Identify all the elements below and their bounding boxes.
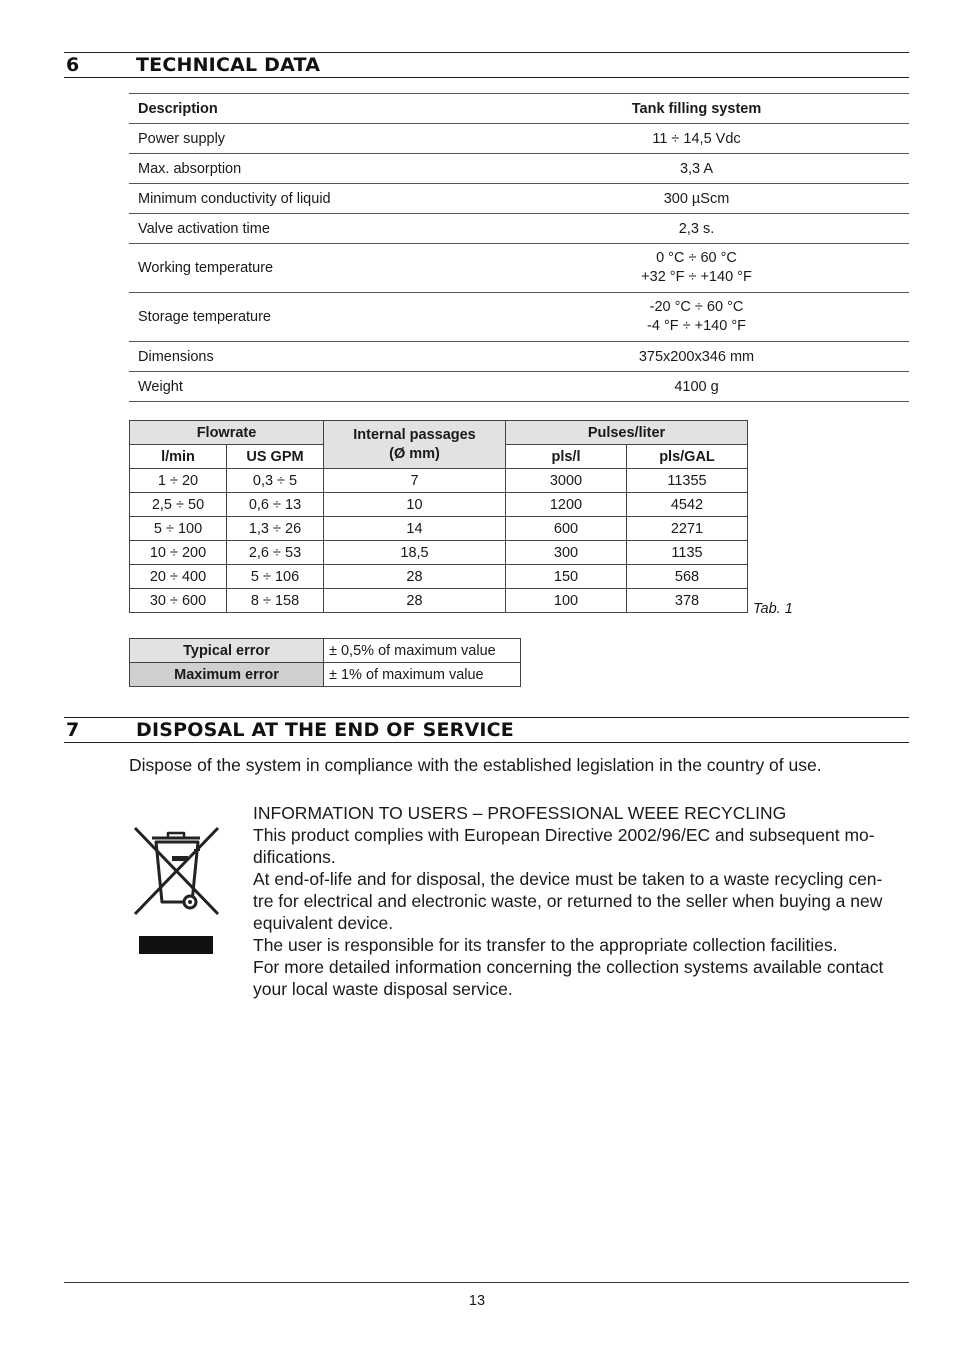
cell-usgpm: 2,6 ÷ 53 [227,541,324,565]
table-row [129,214,909,244]
error-label: Typical error [130,639,324,663]
section-number: 6 [66,54,80,76]
table-row [129,244,909,293]
subheader-plsgal: pls/GAL [627,445,748,469]
cell-passage: 28 [324,589,506,613]
footer-divider [64,1282,909,1283]
cell-plsl: 300 [506,541,627,565]
table-row [130,493,748,517]
error-value: ± 1% of maximum value [324,663,521,687]
technical-data-table [129,93,909,402]
section-6-header [64,52,909,78]
row-value [484,293,909,342]
row-label: Weight [129,372,484,402]
row-value: 4100 g [484,372,909,402]
header-internal-passages-line-1: Internal passages [353,426,476,443]
section-7-header [64,717,909,743]
cell-plsgal: 2271 [627,517,748,541]
row-label: Working temperature [129,244,484,293]
row-value [484,244,909,293]
row-value: 300 µScm [484,184,909,214]
table-row [130,663,521,687]
section-title: DISPOSAL AT THE END OF SERVICE [136,719,514,741]
cell-usgpm: 0,6 ÷ 13 [227,493,324,517]
cell-passage: 28 [324,565,506,589]
cell-lmin: 10 ÷ 200 [130,541,227,565]
flowrate-table [129,420,748,613]
table-row [129,293,909,342]
header-flowrate: Flowrate [130,421,324,445]
cell-usgpm: 8 ÷ 158 [227,589,324,613]
weee-heading: INFORMATION TO USERS – PROFESSIONAL WEEE RECYCLING [253,803,787,823]
cell-lmin: 5 ÷ 100 [130,517,227,541]
row-value-line-2: -4 °F ÷ +140 °F [647,318,746,334]
table-row [129,154,909,184]
table-header-row [130,421,748,445]
subheader-usgpm: US GPM [227,445,324,469]
table-row [130,469,748,493]
header-internal-passages-line-2: (Ø mm) [389,445,440,462]
row-label: Power supply [129,124,484,154]
cell-usgpm: 5 ÷ 106 [227,565,324,589]
cell-passage: 18,5 [324,541,506,565]
cell-plsgal: 11355 [627,469,748,493]
table-row [130,565,748,589]
column-header-value: Tank filling system [484,94,909,124]
subheader-plsl: pls/l [506,445,627,469]
error-value: ± 0,5% of maximum value [324,639,521,663]
cell-plsgal: 378 [627,589,748,613]
row-value: 2,3 s. [484,214,909,244]
table-row [129,342,909,372]
cell-usgpm: 1,3 ÷ 26 [227,517,324,541]
section-number: 7 [66,719,80,741]
error-label: Maximum error [130,663,324,687]
row-label: Dimensions [129,342,484,372]
cell-lmin: 2,5 ÷ 50 [130,493,227,517]
weee-line: your local waste disposal service. [253,979,513,999]
table-row [130,541,748,565]
subheader-lmin: l/min [130,445,227,469]
cell-passage: 14 [324,517,506,541]
row-value-line-1: -20 °C ÷ 60 °C [649,299,744,315]
table-row [129,124,909,154]
row-label: Valve activation time [129,214,484,244]
table-row [130,589,748,613]
row-value: 3,3 A [484,154,909,184]
table-row [129,184,909,214]
table-row [130,517,748,541]
cell-usgpm: 0,3 ÷ 5 [227,469,324,493]
section-title: TECHNICAL DATA [136,54,321,76]
cell-passage: 10 [324,493,506,517]
row-label: Minimum conductivity of liquid [129,184,484,214]
row-value: 375x200x346 mm [484,342,909,372]
cell-plsgal: 4542 [627,493,748,517]
weee-line: equivalent device. [253,913,394,933]
weee-crossed-bin-icon [130,820,222,956]
cell-lmin: 1 ÷ 20 [130,469,227,493]
cell-lmin: 20 ÷ 400 [130,565,227,589]
weee-line: This product complies with European Directive 2002/96/EC and subsequent mo- [253,825,875,845]
table-caption: Tab. 1 [753,601,793,617]
header-internal-passages [324,421,506,469]
cell-plsgal: 1135 [627,541,748,565]
weee-line: The user is responsible for its transfer to the appropriate collection facilities. [253,935,838,955]
column-header-description: Description [129,94,484,124]
weee-line: At end-of-life and for disposal, the device must be taken to a waste recycling cen- [253,869,883,889]
weee-line: difications. [253,847,336,867]
row-value: 11 ÷ 14,5 Vdc [484,124,909,154]
cell-plsgal: 568 [627,565,748,589]
table-row [129,372,909,402]
row-label: Storage temperature [129,293,484,342]
cell-plsl: 600 [506,517,627,541]
row-value-line-2: +32 °F ÷ +140 °F [641,269,752,285]
cell-plsl: 1200 [506,493,627,517]
cell-lmin: 30 ÷ 600 [130,589,227,613]
cell-plsl: 3000 [506,469,627,493]
weee-line: tre for electrical and electronic waste, or returned to the seller when buying a new [253,891,883,911]
weee-line: For more detailed information concerning the collection systems available contact [253,957,884,977]
row-value-line-1: 0 °C ÷ 60 °C [656,250,737,266]
row-label: Max. absorption [129,154,484,184]
disposal-paragraph: Dispose of the system in compliance with the established legislation in the country of use. [129,755,822,775]
cell-plsl: 100 [506,589,627,613]
page-number: 13 [468,1293,486,1309]
cell-plsl: 150 [506,565,627,589]
table-row [130,639,521,663]
weee-information [253,802,913,1000]
table-header-row [129,94,909,124]
cell-passage: 7 [324,469,506,493]
header-pulses-liter: Pulses/liter [506,421,748,445]
error-table [129,638,521,687]
